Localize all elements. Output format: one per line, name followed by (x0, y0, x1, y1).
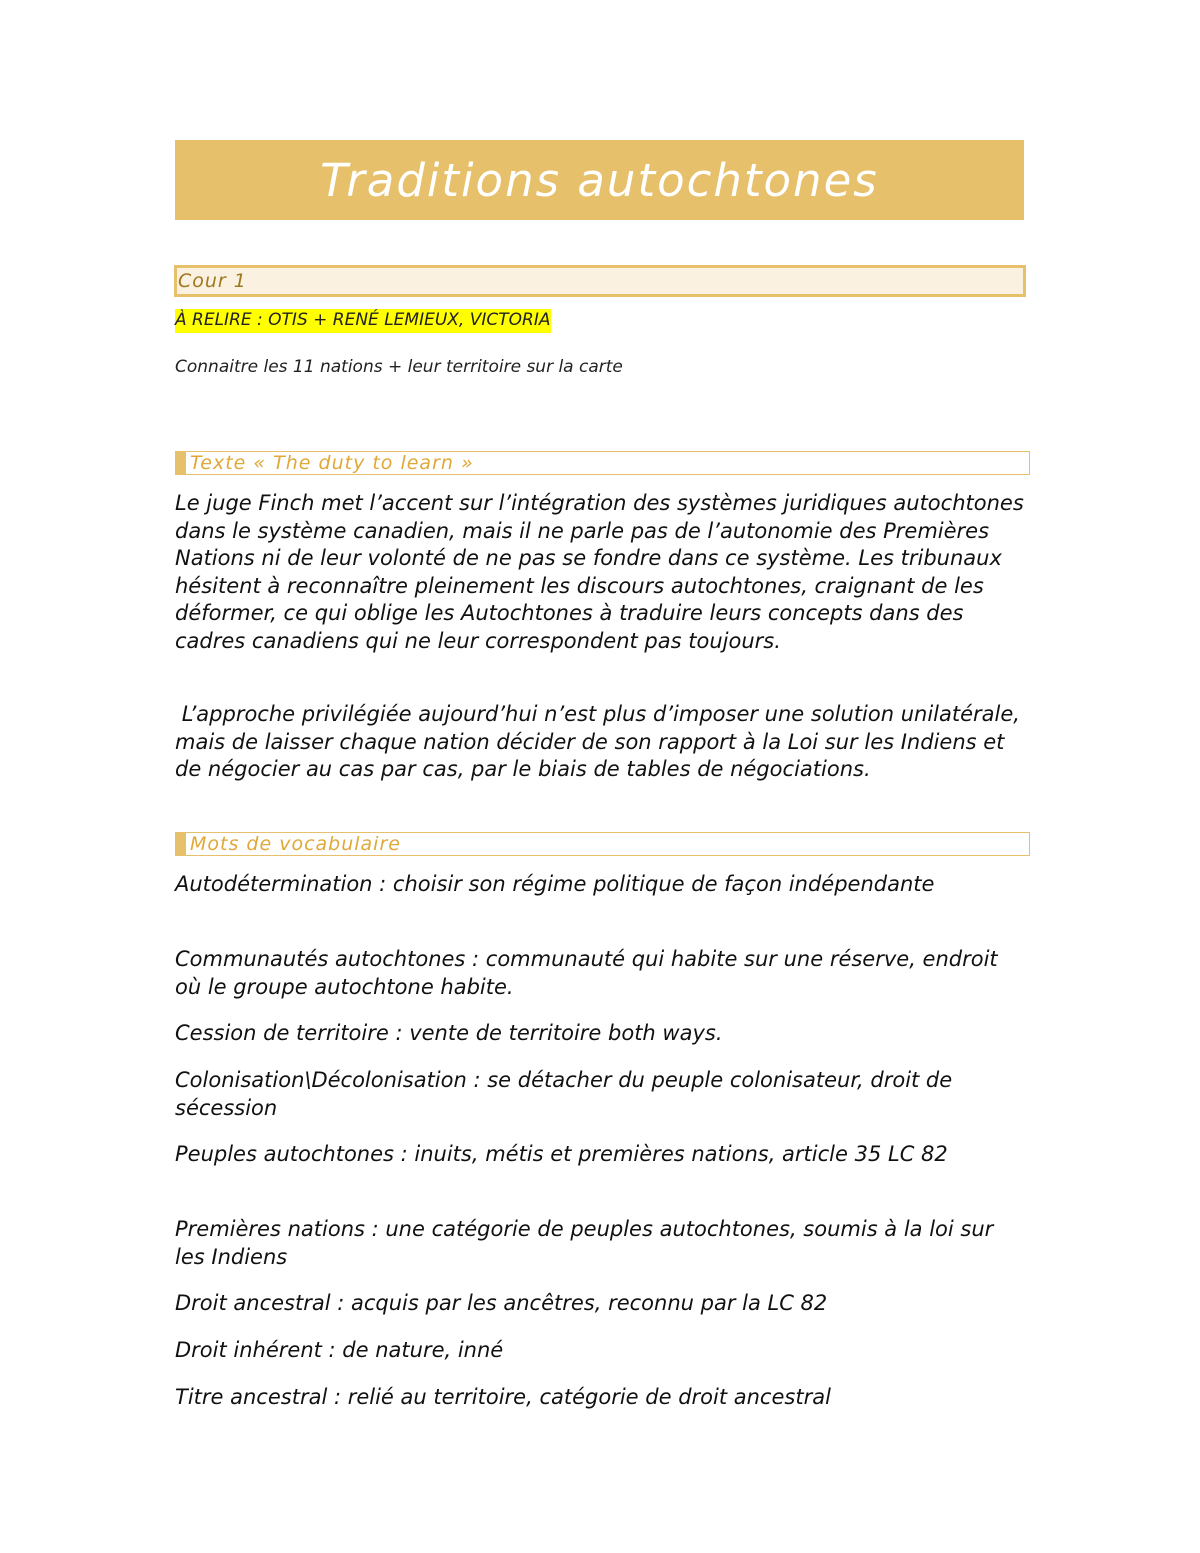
connaitre-note: Connaitre les 11 nations + leur territoire sur la carte (175, 357, 623, 377)
section-heading-marker (176, 451, 186, 475)
section-heading-texte (175, 451, 1030, 475)
vocab-item: Peuples autochtones : inuits, métis et premières nations, article 35 LC 82 (175, 1142, 948, 1166)
relire-highlight-note: À RELIRE : OTIS + RENÉ LEMIEUX, VICTORIA (175, 309, 551, 333)
vocab-item: Premières nations : une catégorie de peuples autochtones, soumis à la loi sur les Indiens (175, 1217, 994, 1269)
vocab-item: Droit inhérent : de nature, inné (175, 1338, 504, 1362)
vocab-item: Colonisation\Décolonisation : se détacher du peuple colonisateur, droit de sécession (175, 1068, 953, 1120)
texte-paragraph-2: L’approche privilégiée aujourd’hui n’est plus d’imposer une solution unilatérale, mais de laisser chaque nation décider de son rapport à la Loi sur les Indiens et de négocier au cas par cas, par le biais de tables de négociations. (175, 702, 1027, 781)
section-heading-vocab-label: Mots de vocabulaire (190, 833, 401, 855)
document-title-banner (175, 140, 1024, 220)
vocab-item: Autodétermination : choisir son régime politique de façon indépendante (175, 872, 935, 896)
texte-paragraph-1: Le juge Finch met l’accent sur l’intégration des systèmes juridiques autochtones dans le système canadien, mais il ne parle pas de l’autonomie des Premières Nations ni de leur volonté de ne pas se fondre dans ce système. Les tribunaux hésitent à reconnaître pleinement les discours autochtones, craignant de les déformer, ce qui oblige les Autochtones à traduire leurs concepts dans des cadres canadiens qui ne leur correspondent pas toujours. (175, 491, 1024, 653)
cour-heading: Cour 1 (178, 270, 247, 292)
section-heading-vocab (175, 832, 1030, 856)
cour-heading-box (174, 265, 1026, 297)
vocab-item: Cession de territoire : vente de territoire both ways. (175, 1021, 723, 1045)
section-heading-texte-label: Texte « The duty to learn » (190, 452, 474, 474)
vocab-item: Droit ancestral : acquis par les ancêtres, reconnu par la LC 82 (175, 1291, 828, 1315)
section-heading-marker (176, 832, 186, 856)
vocab-item: Titre ancestral : relié au territoire, catégorie de droit ancestral (175, 1385, 831, 1409)
vocab-item: Communautés autochtones : communauté qui habite sur une réserve, endroit où le groupe autochtone habite. (175, 947, 998, 999)
document-title: Traditions autochtones (320, 153, 879, 207)
